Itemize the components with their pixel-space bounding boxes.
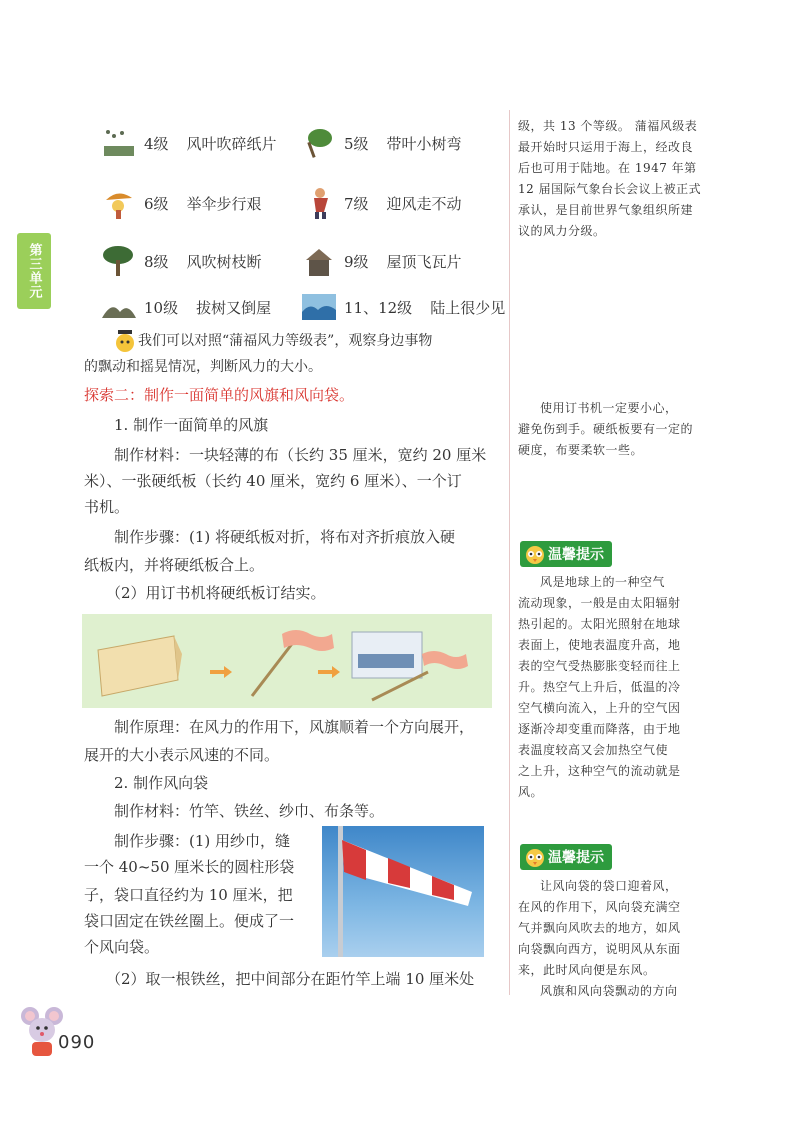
sock-steps-line: 制作步骤：(1) 用纱巾，缝	[114, 832, 291, 850]
flag-steps-illustration	[82, 614, 492, 708]
level-7-illustration-icon	[300, 186, 338, 220]
sock-steps-line: （2）取一根铁丝，把中间部分在距竹竿上端 10 厘米处	[106, 970, 475, 988]
wind-effect: 带叶小树弯	[386, 134, 462, 153]
flag-steps-diagram-icon	[82, 614, 492, 708]
wind-effect: 迎风走不动	[386, 194, 462, 213]
level-8-illustration-icon	[100, 244, 138, 278]
sock-steps-line: 一个 40~50 厘米长的圆柱形袋	[84, 858, 295, 876]
tip-label-1	[520, 541, 612, 567]
wind-scale-row	[100, 186, 462, 220]
explore-title: 探索二：制作一面简单的风旗和风向袋。	[84, 386, 355, 404]
tip-label-text: 温馨提示	[548, 850, 604, 866]
tip-label-2	[520, 844, 612, 870]
sidebar-note-line: 最开始时只运用于海上，经改良	[518, 140, 694, 154]
tip-line: 热引起的。太阳光照射在地球	[518, 617, 681, 631]
sock-materials: 制作材料：竹竿、铁丝、纱巾、布条等。	[114, 802, 385, 820]
tip-line: 向袋飘向西方，说明风从东面	[518, 942, 681, 956]
sidebar-note-line: 使用订书机一定要小心，	[540, 401, 678, 415]
sidebar-note-line: 避免伤到手。硬纸板要有一定的	[518, 422, 694, 436]
wind-scale-row	[100, 244, 462, 278]
tip-line: 让风向袋的袋口迎着风，	[540, 879, 678, 893]
level-6-illustration-icon	[100, 186, 138, 220]
flag-heading: 1. 制作一面简单的风旗	[114, 416, 269, 434]
mascot-icon	[112, 328, 138, 354]
wind-level: 5级	[344, 134, 369, 153]
wind-effect: 屋顶飞瓦片	[386, 252, 462, 271]
wind-scale-entry	[300, 186, 462, 220]
wind-effect: 风吹树枝断	[186, 252, 262, 271]
wind-level: 10级	[144, 298, 179, 317]
wind-level: 8级	[144, 252, 169, 271]
sidebar-note-line: 硬度，布要柔软一些。	[518, 443, 644, 457]
tip-line: 气并飘向风吹去的地方，如风	[518, 921, 681, 935]
tip-line: 逐渐冷却变重而降落，由于地	[518, 722, 681, 736]
tip-line: 空气横向流入，上升的空气因	[518, 701, 681, 715]
wind-effect: 风叶吹碎纸片	[186, 134, 277, 153]
level-11-12-illustration-icon	[300, 290, 338, 324]
wind-scale-entry	[100, 244, 300, 278]
page-number: 090	[58, 1032, 96, 1053]
sidebar-note-line: 承认，是目前世界气象组织所建	[518, 203, 694, 217]
wind-effect: 拔树又倒屋	[196, 298, 272, 317]
sidebar-note-line: 级，共 13 个等级。 蒲福风级表	[518, 119, 698, 133]
wind-effect: 陆上很少见	[430, 298, 506, 317]
flag-materials-line: 制作材料：一块轻薄的布（长约 35 厘米，宽约 20 厘米	[114, 446, 487, 464]
wind-scale-entry	[300, 290, 505, 324]
unit-tab: 第三单元	[17, 233, 51, 309]
tip-line: 风旗和风向袋飘动的方向	[540, 984, 678, 998]
tip-line: 流动现象，一般是由太阳辐射	[518, 596, 681, 610]
flag-steps-line: 纸板内，并将硬纸板合上。	[84, 556, 265, 574]
owl-icon	[522, 543, 548, 565]
wind-scale-entry	[300, 244, 462, 278]
wind-level: 7级	[344, 194, 369, 213]
wind-level: 4级	[144, 134, 169, 153]
tip-line: 升。热空气上升后，低温的冷	[518, 680, 681, 694]
flag-principle-line: 制作原理：在风力的作用下，风旗顺着一个方向展开，	[114, 718, 475, 736]
tip-label-text: 温馨提示	[548, 547, 604, 563]
windsock-photo	[322, 826, 484, 957]
sidebar-note-line: 后也可用于陆地。在 1947 年第	[518, 161, 697, 175]
wind-effect: 举伞步行艰	[186, 194, 262, 213]
wind-scale-entry	[100, 186, 300, 220]
flag-materials-line: 米）、一张硬纸板（长约 40 厘米，宽约 6 厘米）、一个订	[84, 472, 462, 490]
tip-line: 在风的作用下，风向袋充满空	[518, 900, 681, 914]
sock-heading: 2. 制作风向袋	[114, 774, 209, 792]
flag-materials-line: 书机。	[84, 498, 130, 516]
tip-line: 表温度较高又会加热空气使	[518, 743, 669, 757]
intro-text-line: 的飘动和摇晃情况，判断风力的大小。	[84, 359, 322, 375]
flag-steps-line: （2）用订书机将硬纸板订结实。	[106, 584, 326, 602]
sock-steps-line: 个风向袋。	[84, 938, 160, 956]
sidebar-note-line: 议的风力分级。	[518, 224, 606, 238]
tip-line: 之上升，这种空气的流动就是	[518, 764, 681, 778]
sidebar-note-line: 12 届国际气象台长会议上被正式	[518, 182, 702, 196]
sock-steps-line: 袋口固定在铁丝圈上。便成了一	[84, 912, 295, 930]
tip-line: 表的空气受热膨胀变轻而往上	[518, 659, 681, 673]
flag-steps-line: 制作步骤：(1) 将硬纸板对折，将布对齐折痕放入硬	[114, 528, 456, 546]
flag-principle-line: 展开的大小表示风速的不同。	[84, 746, 280, 764]
owl-icon	[522, 846, 548, 868]
column-divider	[509, 110, 510, 995]
level-9-illustration-icon	[300, 244, 338, 278]
tip-line: 风。	[518, 785, 544, 799]
level-10-illustration-icon	[100, 290, 138, 324]
wind-scale-entry	[100, 126, 300, 160]
wind-level: 6级	[144, 194, 169, 213]
wind-scale-row	[100, 290, 505, 324]
wind-scale-row	[100, 126, 462, 160]
level-5-illustration-icon	[300, 126, 338, 160]
tip-line: 风是地球上的一种空气	[540, 575, 666, 589]
wind-scale-entry	[300, 126, 462, 160]
wind-level: 9级	[344, 252, 369, 271]
intro-text-line: 我们可以对照“蒲福风力等级表”，观察身边事物	[138, 333, 433, 349]
wind-level: 11、12级	[344, 298, 413, 317]
tip-line: 表面上，使地表温度升高，地	[518, 638, 681, 652]
sock-steps-line: 子，袋口直径约为 10 厘米，把	[84, 886, 293, 904]
wind-scale-entry	[100, 290, 300, 324]
level-4-illustration-icon	[100, 126, 138, 160]
tip-line: 来，此时风向便是东风。	[518, 963, 656, 977]
windsock-icon	[322, 826, 484, 957]
